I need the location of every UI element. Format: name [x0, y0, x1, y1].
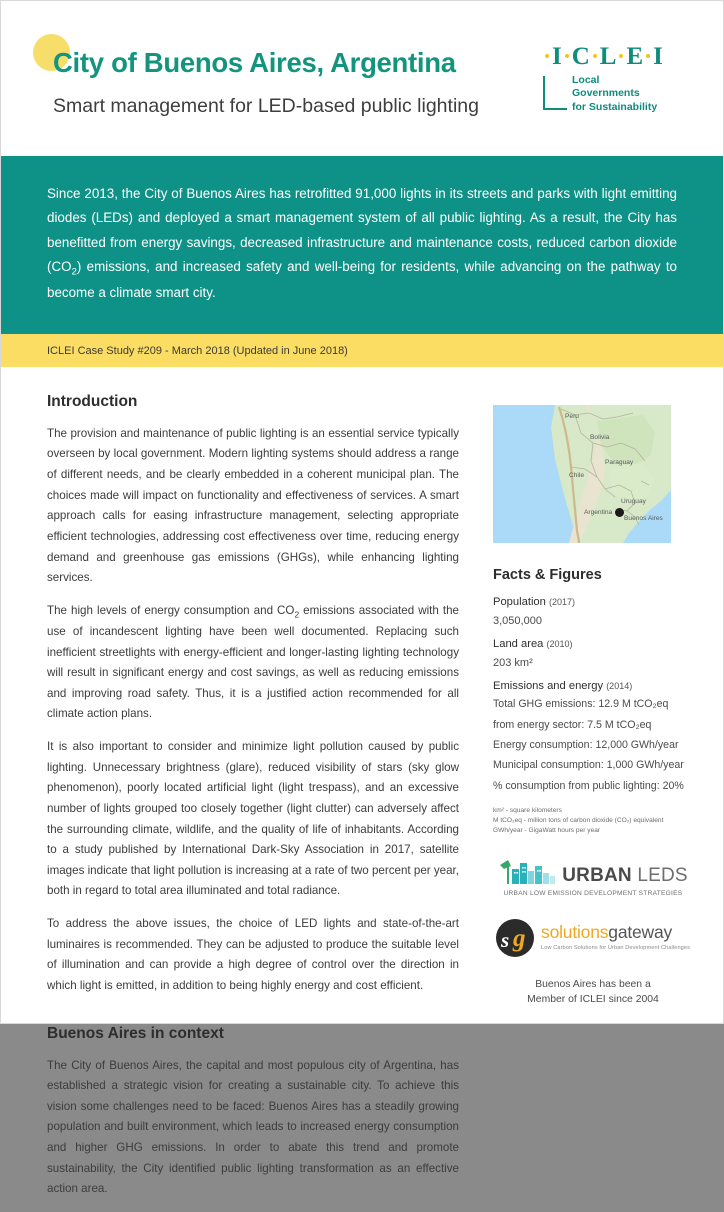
urban-leds-tagline: URBAN LOW EMISSION DEVELOPMENT STRATEGIES: [503, 889, 683, 897]
membership-note: [493, 977, 693, 1008]
iclei-letter-3: L: [599, 42, 617, 70]
iclei-tagline-line1: Local: [572, 74, 600, 86]
iclei-letter-2: C: [571, 42, 590, 70]
summary-banner: [1, 156, 723, 334]
city-skyline-icon: [498, 859, 556, 885]
intro-paragraph-3: It is also important to consider and minimize light pollution caused by public lighting. Unnecessary brightness (glare), reduced visibility of stars (sky glow phenomenon), poorly located artificial light (light trespass), and an excessive number of lights grouped too closely together (light clutter) can adversely affect the surrounding climate, wildlife, and the quality of life of inhabitants. According to a study published by International Dark-Sky Association in 2017, satellite images indicate that light pollution is increasing at a rate of two percent per year, both in regard to total area illuminated and total radiance.: [47, 740, 459, 898]
land-area-year: (2010): [546, 639, 573, 650]
map-label-bolivia: Bolivia: [590, 433, 610, 441]
map-marker-buenos-aires: [615, 508, 624, 517]
case-study-bar: [1, 334, 723, 367]
sidebar-column: [459, 393, 693, 1212]
intro-paragraph-2: [47, 601, 459, 725]
map-label-argentina: Argentina: [584, 508, 613, 516]
iclei-letter-5: I: [653, 42, 663, 70]
urban-leds-wordmark: [562, 866, 688, 885]
solutions-gateway-wordmark: [541, 924, 690, 942]
emissions-label-text: Emissions and energy: [493, 680, 604, 693]
fact-line-energy-sector: from energy sector: 7.5 M tCO₂eq: [493, 718, 652, 731]
summary-text: [47, 182, 677, 306]
iclei-tagline-line2: Governments: [572, 87, 640, 100]
iclei-dot-icon: [646, 54, 650, 58]
map-label-peru: Peru: [565, 412, 579, 420]
facts-heading: Facts & Figures: [493, 566, 602, 583]
emissions-label: [493, 678, 693, 695]
iclei-dot-icon: [593, 54, 597, 58]
intro-heading: Introduction: [47, 392, 138, 410]
emissions-year: (2014): [606, 681, 633, 692]
iclei-tagline-wrap: [543, 74, 695, 114]
map-label-paraguay: Paraguay: [605, 458, 634, 466]
footnote-km2: km² - square kilometers: [493, 806, 562, 814]
context-paragraph-1: The City of Buenos Aires, the capital and most populous city of Argentina, has established a strategic vision for creating a sustainable city. To achieve this vision some challenges need to be faced: Buenos Aires has a steadily growing population and built environment, which leads to increased energy consumption and higher GHG emissions. In order to abate this trend and promote sustainability, the City identified public lighting transformation as an effective action area.: [47, 1058, 459, 1196]
intro-paragraph-1: The provision and maintenance of public lighting is an essential service typically overseen by local government. Modern lighting systems should address a range of different needs, and be clearly embedded in a coherent municipal plan. The choices made will impact on functionality and effectiveness of services. A smart approach calls for easing infrastructure management, selecting appropriate efficient technologies, addressing cost effectiveness over time, reducing energy demand and greenhouse gas emissions (GHGs), while enhancing lighting services.: [47, 426, 459, 585]
iclei-letter-4: E: [626, 42, 644, 70]
sg-badge-letter-g: g: [513, 924, 526, 952]
summary-text-part2: ) emissions, and increased safety and well-being for residents, while advancing on the pathway to become a climate smart city.: [47, 259, 677, 301]
article-column: [47, 393, 459, 1212]
location-map: [493, 405, 671, 543]
sg-badge-letter-s: s: [501, 927, 510, 952]
population-value: 3,050,000: [493, 614, 542, 627]
membership-note-line2: Member of ICLEI since 2004: [527, 994, 659, 1006]
population-year: (2017): [548, 596, 575, 607]
urban-leds-logo: [493, 859, 693, 897]
solutions-gateway-tagline: Low Carbon Solutions for Urban Development Challenges: [541, 944, 690, 951]
page-header: [1, 1, 723, 156]
population-label: [493, 594, 693, 611]
map-label-chile: Chile: [569, 471, 585, 479]
intro-paragraph-4: To address the above issues, the choice of LED lights and state-of-the-art luminaires is recommended. They can be adjusted to produce the suitable level of illumination and can provide a high degree of control over the direction in which light is emitted, in addition to being highly energy and cost efficient.: [47, 917, 459, 992]
population-label-text: Population: [493, 595, 546, 608]
footnote-gwh: GWh/year - GigaWatt hours per year: [493, 827, 601, 835]
land-area-label-text: Land area: [493, 638, 544, 651]
page-title: City of Buenos Aires, Argentina: [53, 47, 456, 78]
sg-word-gateway: gateway: [608, 922, 673, 943]
land-area-label: [493, 636, 693, 653]
iclei-tagline: [572, 74, 657, 114]
co2-subscript: 2: [294, 609, 300, 620]
case-study-label: ICLEI Case Study #209 - March 2018 (Updated in June 2018): [47, 344, 348, 357]
iclei-tagline-line3: for Sustainability: [572, 100, 658, 113]
co2-subscript: 2: [71, 266, 77, 278]
iclei-dot-icon: [619, 54, 623, 58]
urban-leds-word-light: LEDS: [637, 864, 688, 886]
iclei-dot-icon: [565, 54, 569, 58]
intro-p2-part-b: emissions associated with the use of incandescent lighting have been well documented. Replacing such inefficient streetlights with energy-efficient and longer-lasting lighting technology will result in significant energy and cost savings, as well as reducing emissions and improving road safety. Thus, it is a justified action recommended for all climate action plans.: [47, 603, 459, 721]
map-label-uruguay: Uruguay: [621, 497, 646, 505]
fact-line-municipal-consumption: Municipal consumption: 1,000 GWh/year: [493, 759, 684, 772]
membership-note-line1: Buenos Aires has been a: [535, 978, 651, 990]
iclei-dot-icon: [545, 54, 549, 58]
page-subtitle: Smart management for LED-based public lighting: [53, 95, 479, 118]
urban-leds-row: [493, 859, 693, 885]
footnote-tco2eq: M tCO₂eq - million tons of carbon dioxide (CO₂) equivalent: [493, 817, 664, 825]
sg-word-solutions: solutions: [541, 922, 609, 943]
fact-line-total-ghg: Total GHG emissions: 12.9 M tCO₂eq: [493, 698, 669, 711]
land-area-value: 203 km²: [493, 656, 533, 669]
urban-leds-word-bold: URBAN: [562, 864, 632, 886]
fact-line-energy-consumption: Energy consumption: 12,000 GWh/year: [493, 738, 679, 751]
map-label-buenos-aires: Buenos Aires: [624, 514, 663, 522]
solutions-gateway-logo: [493, 919, 693, 957]
main-content: [1, 367, 723, 1212]
iclei-wordmark: [543, 43, 695, 69]
facts-footnotes: [493, 806, 693, 837]
context-heading: Buenos Aires in context: [47, 1024, 224, 1042]
iclei-logo: [543, 43, 695, 114]
iclei-letter-1: I: [552, 42, 562, 70]
title-block: [53, 48, 479, 119]
solutions-gateway-badge-icon: [496, 919, 534, 957]
iclei-bracket-icon: [543, 76, 567, 110]
solutions-gateway-text: [541, 924, 690, 951]
summary-text-part1: Since 2013, the City of Buenos Aires has retrofitted 91,000 lights in its streets and parks with light emitting diodes (LEDs) and deployed a smart management system of all public lighting. As a result, the City has benefitted from energy savings, decreased infrastructure and maintenance costs, reduced carbon dioxide (CO: [47, 186, 677, 275]
intro-p2-part-a: The high levels of energy consumption and CO: [47, 603, 295, 617]
fact-line-public-lighting-share: % consumption from public lighting: 20%: [493, 779, 684, 792]
